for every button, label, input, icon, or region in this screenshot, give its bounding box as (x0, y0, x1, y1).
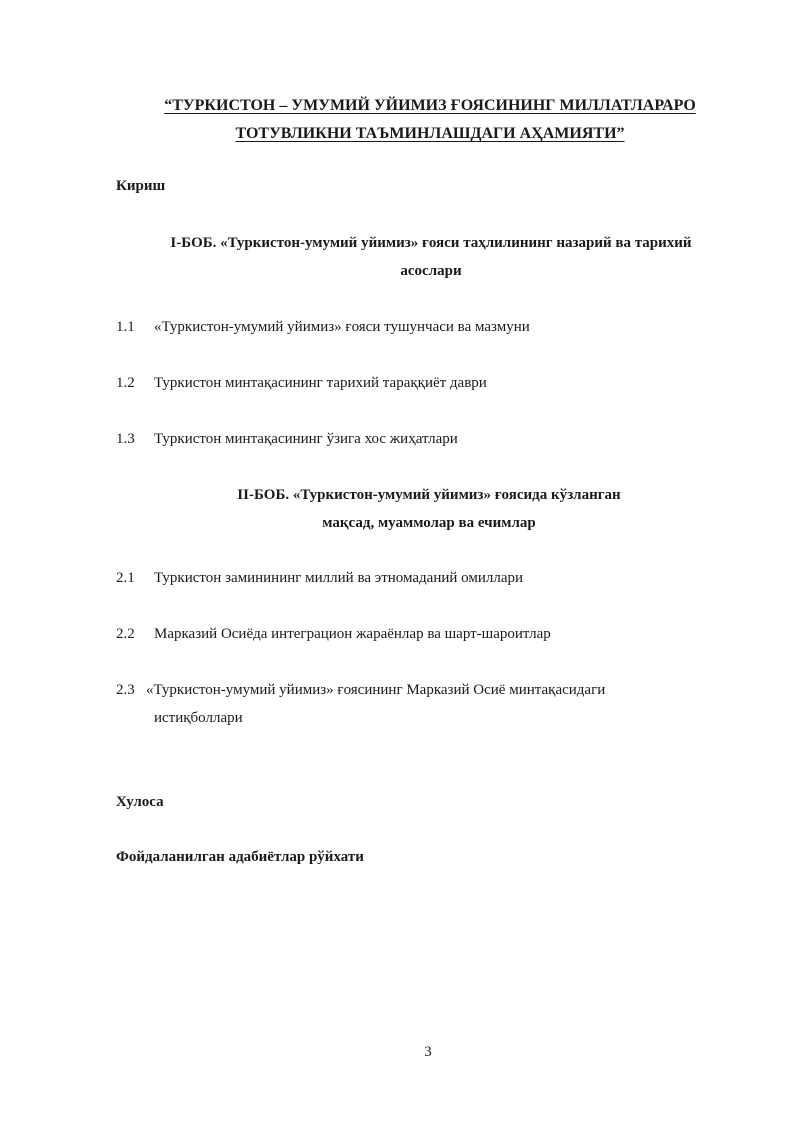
title-line-2: ТОТУВЛИКНИ ТАЪМИНЛАШДАГИ АҲАМИЯТИ” (235, 125, 625, 142)
toc-item-number: 2.3 (116, 682, 135, 698)
toc-item-text: «Туркистон-умумий уйимиз» ғоясининг Марказий Осиё минтақасидаги (146, 682, 606, 698)
chapter-1-heading (116, 229, 746, 285)
toc-item-number: 2.2 (116, 626, 135, 642)
toc-item-text: Марказий Осиёда интеграцион жараёнлар ва шарт-шароитлар (154, 626, 551, 642)
toc-item-text: Туркистон заминининг миллий ва этномаданий омиллари (154, 570, 524, 586)
references-heading: Фойдаланилган адабиётлар рўйхати (116, 849, 364, 865)
chapter-2-heading (196, 481, 662, 537)
toc-item-number: 1.1 (116, 319, 135, 335)
document-title (100, 92, 760, 148)
toc-item-text-continuation: истиқболлари (154, 710, 243, 726)
page-number: 3 (424, 1044, 432, 1060)
toc-item-text: «Туркистон-умумий уйимиз» ғояси тушунчаси ва мазмуни (154, 319, 530, 335)
chapter-2-line-1: II-БОБ. «Туркистон-умумий уйимиз» ғоясида кўзланган (237, 487, 621, 503)
toc-item-text: Туркистон минтақасининг тарихий тараққиёт даври (154, 375, 487, 391)
toc-item-1-1 (116, 313, 530, 341)
toc-item-number: 1.2 (116, 375, 135, 391)
chapter-1-line-2: асослари (400, 263, 462, 279)
toc-item-1-2 (116, 369, 487, 397)
toc-item-number: 1.3 (116, 431, 135, 447)
toc-item-2-1 (116, 564, 523, 592)
chapter-1-line-1: I-БОБ. «Туркистон-умумий уйимиз» ғояси таҳлилининг назарий ва тарихий (170, 235, 692, 251)
toc-item-2-2 (116, 620, 551, 648)
intro-heading: Кириш (116, 178, 166, 194)
chapter-2-line-2: мақсад, муаммолар ва ечимлар (322, 515, 536, 531)
toc-item-1-3 (116, 425, 458, 453)
conclusion-heading: Хулоса (116, 794, 164, 810)
title-line-1: “ТУРКИСТОН – УМУМИЙ УЙИМИЗ ҒОЯСИНИНГ МИЛЛАТЛАРАРО (164, 97, 696, 114)
toc-item-text: Туркистон минтақасининг ўзига хос жиҳатлари (154, 431, 458, 447)
toc-item-2-3 (116, 676, 605, 732)
toc-item-number: 2.1 (116, 570, 135, 586)
